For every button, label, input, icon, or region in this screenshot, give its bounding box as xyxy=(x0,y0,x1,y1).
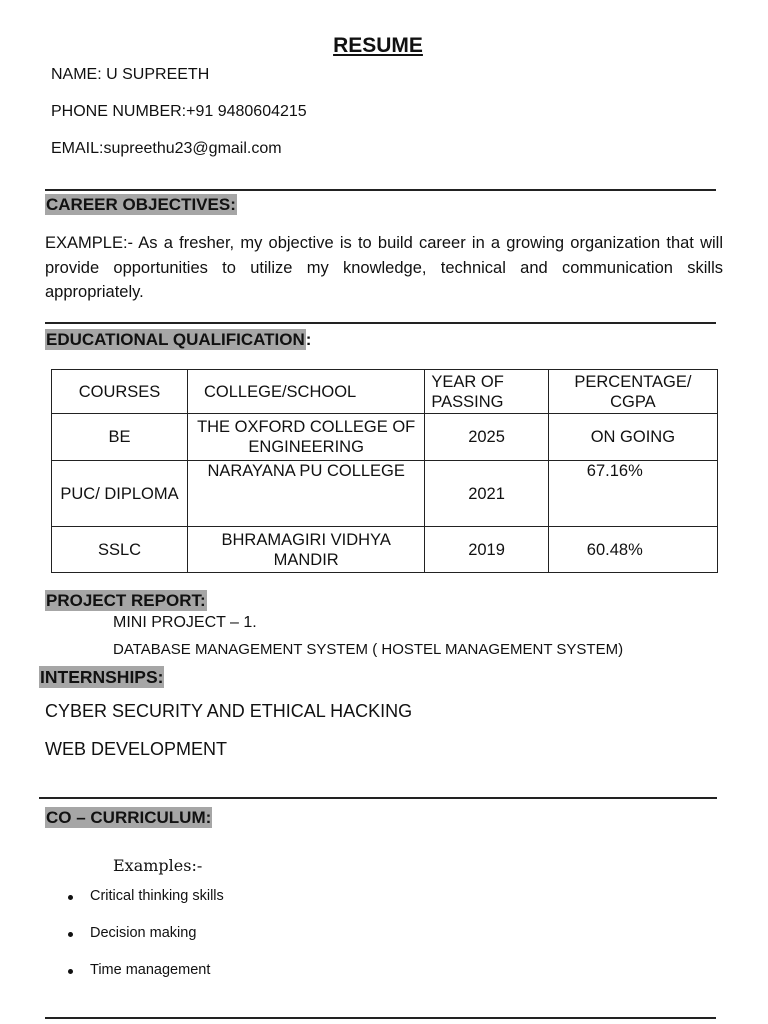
internship-item: CYBER SECURITY AND ETHICAL HACKING xyxy=(45,701,413,721)
project-item-label: MINI PROJECT – 1. xyxy=(113,614,257,631)
table-header-row xyxy=(52,370,718,414)
divider xyxy=(39,797,717,799)
cell-year: 2019 xyxy=(425,527,548,573)
career-paragraph: EXAMPLE:- As a fresher, my objective is to build career in a growing organization that will provide opportunities to utilize my knowledge, technical and communication skills appropriately. xyxy=(45,234,723,301)
project-detail: DATABASE MANAGEMENT SYSTEM ( HOSTEL MANAGEMENT SYSTEM) xyxy=(113,641,624,658)
table-row xyxy=(52,527,718,573)
career-heading-text: CAREER OBJECTIVES: xyxy=(46,195,236,214)
curriculum-list xyxy=(68,888,224,999)
examples-label: Examples:- xyxy=(113,856,203,875)
cell-course: BE xyxy=(52,414,188,461)
header-courses: COURSES xyxy=(52,370,188,414)
internship-item: WEB DEVELOPMENT xyxy=(45,739,228,759)
cell-year: 2025 xyxy=(425,414,548,461)
education-heading xyxy=(45,330,311,350)
contact-email: EMAIL:supreethu23@gmail.com xyxy=(51,140,282,157)
contact-name: NAME: U SUPREETH xyxy=(51,66,210,83)
contact-phone: PHONE NUMBER:+91 9480604215 xyxy=(51,103,307,120)
education-heading-text: EDUCATIONAL QUALIFICATION xyxy=(46,330,305,349)
cell-year: 2021 xyxy=(425,461,548,527)
table-row xyxy=(52,414,718,461)
cell-college: THE OXFORD COLLEGE OF ENGINEERING xyxy=(188,414,425,461)
cell-percentage: 67.16% xyxy=(548,461,717,527)
career-heading xyxy=(45,195,237,215)
cell-college: BHRAMAGIRI VIDHYA MANDIR xyxy=(188,527,425,573)
cell-percentage: 60.48% xyxy=(548,527,717,573)
header-year: YEAR OF PASSING xyxy=(425,370,548,414)
project-heading xyxy=(45,591,207,611)
list-item: Critical thinking skills xyxy=(68,888,224,925)
cell-college: NARAYANA PU COLLEGE xyxy=(188,461,425,527)
resume-title: RESUME xyxy=(333,34,423,57)
education-table xyxy=(51,369,718,573)
curriculum-heading xyxy=(45,808,212,828)
curriculum-heading-text: CO – CURRICULUM: xyxy=(46,808,212,827)
cell-course: PUC/ DIPLOMA xyxy=(52,461,188,527)
list-item: Decision making xyxy=(68,925,224,962)
project-heading-text: PROJECT REPORT: xyxy=(46,591,206,610)
divider xyxy=(45,1017,716,1019)
list-item: Time management xyxy=(68,962,224,999)
cell-percentage: ON GOING xyxy=(548,414,717,461)
internships-heading xyxy=(39,667,164,688)
project-item xyxy=(91,614,257,632)
header-college: COLLEGE/SCHOOL xyxy=(188,370,425,414)
header-percentage: PERCENTAGE/ CGPA xyxy=(548,370,717,414)
internships-heading-text: INTERNSHIPS: xyxy=(40,667,164,687)
cell-course: SSLC xyxy=(52,527,188,573)
divider xyxy=(45,189,716,191)
divider xyxy=(45,322,716,324)
education-heading-colon: : xyxy=(305,330,312,349)
table-row xyxy=(52,461,718,527)
